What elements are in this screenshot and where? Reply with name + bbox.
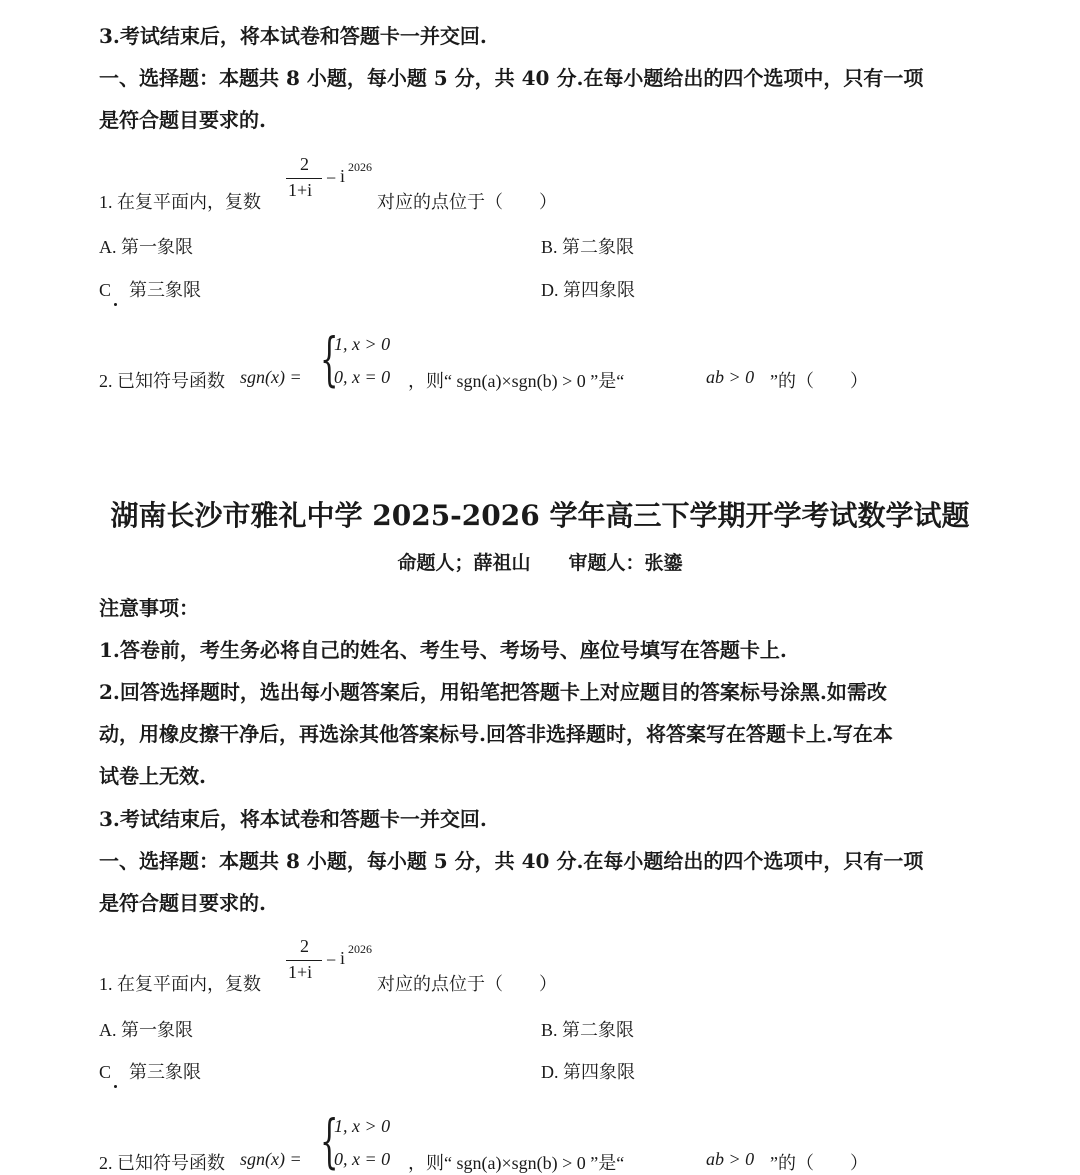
q2-brace-top: { xyxy=(320,325,339,393)
q2-prefix-top: 2. 已知符号函数 xyxy=(99,371,225,391)
q1-formula-top xyxy=(286,154,376,210)
q1-frac-num: 2 xyxy=(300,154,309,174)
q2-cond-top: ab > 0 xyxy=(706,367,755,387)
q2-case1-top: 1, x > 0 xyxy=(334,334,391,354)
q1-frac-den: 1+i xyxy=(288,180,313,200)
notice-heading: 注意事项： xyxy=(99,596,199,620)
q2-case2-top: 0, x = 0 xyxy=(334,367,391,387)
q2-prefix: 2. 已知符号函数 xyxy=(99,1153,225,1173)
q1-frac-bar xyxy=(286,178,322,179)
q2-fname-top: sgn(x) = xyxy=(240,367,302,387)
section1-line1-top: 一、选择题：本题共 8 小题，每小题 5 分，共 40 分.在每小题给出的四个选项中，只有一项 xyxy=(99,66,924,90)
q1-formula xyxy=(286,936,376,992)
q1-exp: 2026 xyxy=(348,942,372,956)
option-c-dot xyxy=(114,303,117,306)
q1-option-a: A. 第一象限 xyxy=(99,1020,193,1040)
q1-prefix-top: 1. 在复平面内，复数 xyxy=(99,192,261,212)
section1-line2: 是符合题目要求的. xyxy=(99,891,266,915)
q1-suffix: 对应的点位于（ ） xyxy=(377,974,557,994)
notice-2-line2: 动，用橡皮擦干净后，再选涂其他答案标号.回答非选择题时，将答案写在答题卡上.写在本 xyxy=(99,722,893,746)
q1-suffix-top: 对应的点位于（ ） xyxy=(377,192,557,212)
q2-case1: 1, x > 0 xyxy=(334,1116,391,1136)
q1-option-a-top: A. 第一象限 xyxy=(99,237,193,257)
section1-line1: 一、选择题：本题共 8 小题，每小题 5 分，共 40 分.在每小题给出的四个选项中，只有一项 xyxy=(99,849,924,873)
q1-base: i xyxy=(340,166,346,186)
q1-minus: − xyxy=(326,168,337,188)
q1-frac-bar xyxy=(286,960,322,961)
q1-option-b-top: B. 第二象限 xyxy=(541,237,635,257)
q1-frac-num: 2 xyxy=(300,936,309,956)
q1-prefix: 1. 在复平面内，复数 xyxy=(99,974,261,994)
q1-minus: − xyxy=(326,950,337,970)
q2-end-top: ”的（ ） xyxy=(770,371,868,391)
notice-2-line1: 2.回答选择题时，选出每小题答案后，用铅笔把答题卡上对应题目的答案标号涂黑.如需改 xyxy=(99,680,887,704)
q2-fname: sgn(x) = xyxy=(240,1149,302,1169)
q2-end: ”的（ ） xyxy=(770,1153,868,1173)
q2-mid: ，则“ sgn(a)×sgn(b) > 0 ”是“ xyxy=(408,1153,625,1173)
q1-option-d: D. 第四象限 xyxy=(541,1062,635,1082)
q1-base: i xyxy=(340,948,346,968)
q2-mid-top: ，则“ sgn(a)×sgn(b) > 0 ”是“ xyxy=(408,371,625,391)
q1-frac-den: 1+i xyxy=(288,962,313,982)
q1-exp: 2026 xyxy=(348,160,372,174)
q1-option-d-top: D. 第四象限 xyxy=(541,280,635,300)
q2-case2: 0, x = 0 xyxy=(334,1149,391,1169)
q1-option-c-top: C 第三象限 xyxy=(99,280,202,300)
notice-3-top: 3.考试结束后，将本试卷和答题卡一并交回. xyxy=(99,24,487,48)
notice-1: 1.答卷前，考生务必将自己的姓名、考生号、考场号、座位号填写在答题卡上. xyxy=(99,638,787,662)
exam-authors: 命题人；薛祖山 审题人：张鎏 xyxy=(397,552,683,574)
q1-option-b: B. 第二象限 xyxy=(541,1020,635,1040)
notice-3: 3.考试结束后，将本试卷和答题卡一并交回. xyxy=(99,807,487,831)
notice-2-line3: 试卷上无效. xyxy=(99,764,206,788)
exam-title: 湖南长沙市雅礼中学 2025-2026 学年高三下学期开学考试数学试题 xyxy=(110,499,970,532)
option-c-dot xyxy=(114,1085,117,1088)
section1-line2-top: 是符合题目要求的. xyxy=(99,108,266,132)
q1-option-c: C 第三象限 xyxy=(99,1062,202,1082)
q2-cond: ab > 0 xyxy=(706,1149,755,1169)
q2-brace: { xyxy=(320,1107,339,1175)
